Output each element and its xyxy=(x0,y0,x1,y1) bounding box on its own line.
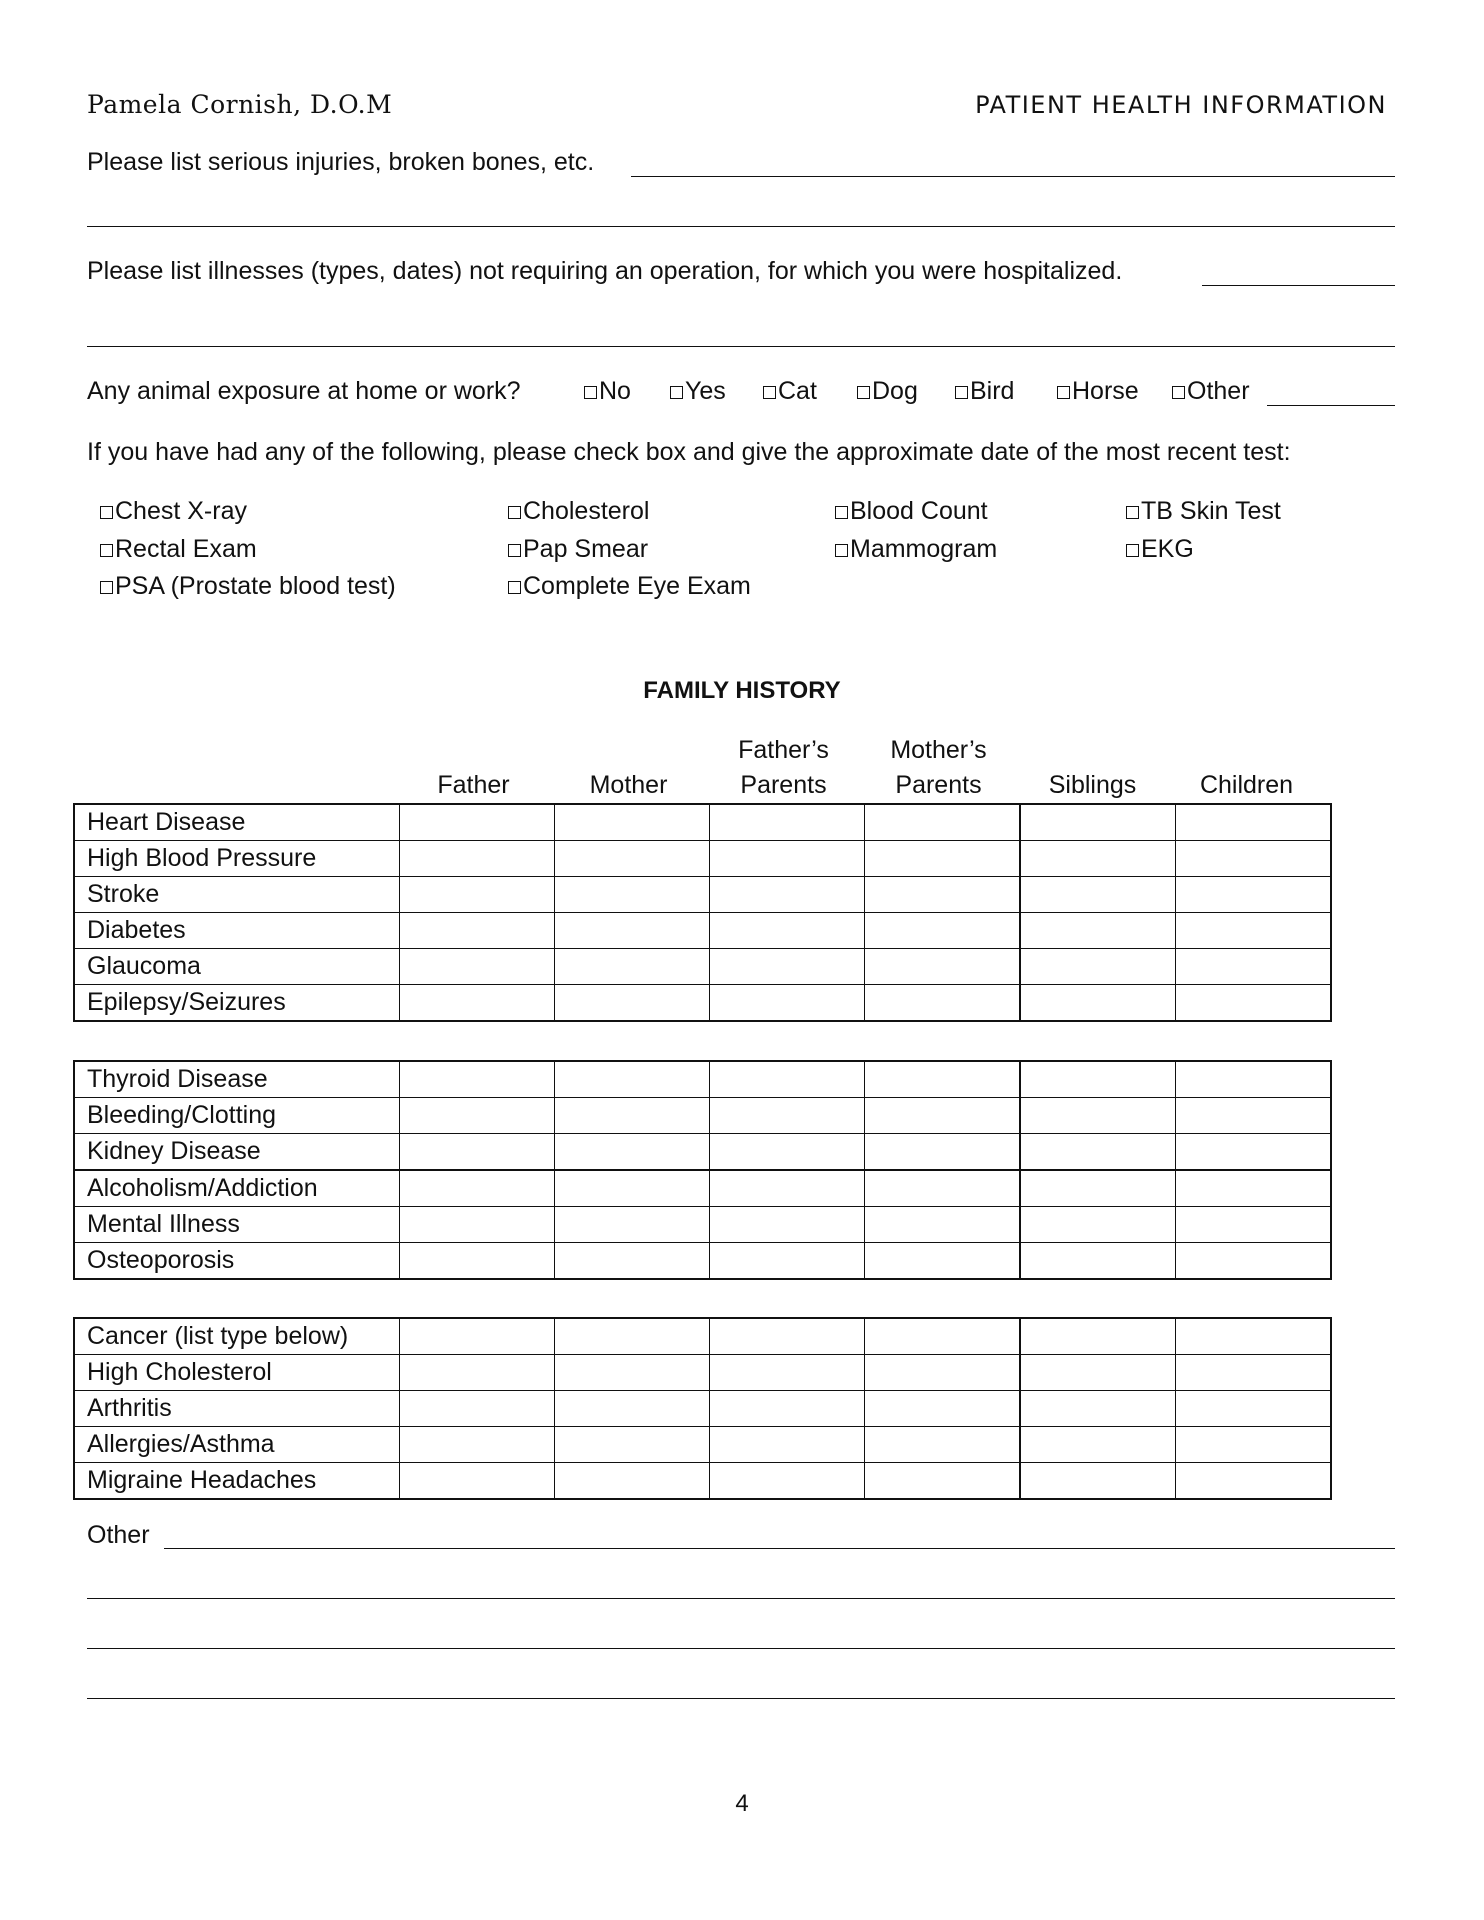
checkbox-icon[interactable] xyxy=(763,386,776,399)
checkbox-icon[interactable] xyxy=(835,544,848,557)
condition-label: High Cholesterol xyxy=(74,1355,400,1391)
cell-mother[interactable] xyxy=(555,1355,710,1391)
cell-siblings[interactable] xyxy=(1020,1170,1176,1207)
cell-children[interactable] xyxy=(1176,1463,1332,1500)
cell-father[interactable] xyxy=(400,1170,555,1207)
cell-siblings[interactable] xyxy=(1020,985,1176,1022)
cell-mothers-parents[interactable] xyxy=(865,949,1021,985)
cell-mother[interactable] xyxy=(555,1207,710,1243)
cell-father[interactable] xyxy=(400,841,555,877)
injuries-answer-line-1[interactable] xyxy=(631,176,1395,177)
cell-mothers-parents[interactable] xyxy=(865,804,1021,841)
page-number: 4 xyxy=(735,1790,749,1817)
condition-label: Alcoholism/Addiction xyxy=(74,1170,400,1207)
test-mammogram[interactable]: Mammogram xyxy=(835,537,997,562)
cell-fathers-parents[interactable] xyxy=(710,1391,865,1427)
cell-father[interactable] xyxy=(400,804,555,841)
cell-father[interactable] xyxy=(400,1391,555,1427)
condition-label: High Blood Pressure xyxy=(74,841,400,877)
cell-father[interactable] xyxy=(400,913,555,949)
cell-father[interactable] xyxy=(400,1355,555,1391)
condition-label: Glaucoma xyxy=(74,949,400,985)
cell-siblings[interactable] xyxy=(1020,841,1176,877)
cell-fathers-parents[interactable] xyxy=(710,1427,865,1463)
cell-children[interactable] xyxy=(1176,913,1332,949)
cell-mother[interactable] xyxy=(555,1463,710,1500)
family-history-row xyxy=(74,1098,1331,1134)
cell-mother[interactable] xyxy=(555,1243,710,1280)
cell-children[interactable] xyxy=(1176,1061,1332,1098)
checkbox-icon[interactable] xyxy=(1126,544,1139,557)
cell-siblings[interactable] xyxy=(1020,1134,1176,1171)
cell-mother[interactable] xyxy=(555,1098,710,1134)
cell-mothers-parents[interactable] xyxy=(865,1427,1021,1463)
cell-fathers-parents[interactable] xyxy=(710,1098,865,1134)
column-header-fathers-parents: Father’s Parents xyxy=(738,736,829,799)
cell-mother[interactable] xyxy=(555,949,710,985)
animal-option-horse[interactable]: Horse xyxy=(1057,379,1139,404)
cell-mother[interactable] xyxy=(555,877,710,913)
cell-children[interactable] xyxy=(1176,1243,1332,1280)
cell-children[interactable] xyxy=(1176,804,1332,841)
cell-mothers-parents[interactable] xyxy=(865,1061,1021,1098)
cell-children[interactable] xyxy=(1176,1098,1332,1134)
checkbox-icon[interactable] xyxy=(1057,386,1070,399)
cell-children[interactable] xyxy=(1176,841,1332,877)
cell-fathers-parents[interactable] xyxy=(710,1061,865,1098)
cell-mothers-parents[interactable] xyxy=(865,841,1021,877)
family-history-table-3 xyxy=(73,1317,1332,1500)
condition-label: Thyroid Disease xyxy=(74,1061,400,1098)
cell-fathers-parents[interactable] xyxy=(710,1170,865,1207)
cell-children[interactable] xyxy=(1176,1427,1332,1463)
condition-label: Osteoporosis xyxy=(74,1243,400,1280)
test-cholesterol[interactable]: Cholesterol xyxy=(508,499,649,524)
family-history-row xyxy=(74,1061,1331,1098)
checkbox-icon[interactable] xyxy=(508,581,521,594)
cell-siblings[interactable] xyxy=(1020,1207,1176,1243)
animal-option-dog[interactable]: Dog xyxy=(857,379,918,404)
cell-fathers-parents[interactable] xyxy=(710,1463,865,1500)
tests-instruction: If you have had any of the following, please check box and give the approximate date of the most recent test: xyxy=(87,438,1291,466)
cell-father[interactable] xyxy=(400,1427,555,1463)
checkbox-icon[interactable] xyxy=(508,506,521,519)
family-history-row xyxy=(74,1318,1331,1355)
family-history-table-2 xyxy=(73,1060,1332,1280)
cell-fathers-parents[interactable] xyxy=(710,804,865,841)
cell-siblings[interactable] xyxy=(1020,1355,1176,1391)
animal-option-bird[interactable]: Bird xyxy=(955,379,1014,404)
checkbox-icon[interactable] xyxy=(835,506,848,519)
cell-mother[interactable] xyxy=(555,1391,710,1427)
condition-label: Stroke xyxy=(74,877,400,913)
column-header-mothers-parents: Mother’s Parents xyxy=(890,736,987,799)
checkbox-icon[interactable] xyxy=(100,506,113,519)
checkbox-icon[interactable] xyxy=(1126,506,1139,519)
cell-mother[interactable] xyxy=(555,841,710,877)
checkbox-icon[interactable] xyxy=(857,386,870,399)
cell-father[interactable] xyxy=(400,1061,555,1098)
cell-father[interactable] xyxy=(400,1098,555,1134)
animal-option-cat[interactable]: Cat xyxy=(763,379,817,404)
family-history-row xyxy=(74,1355,1331,1391)
cell-siblings[interactable] xyxy=(1020,1427,1176,1463)
family-history-row xyxy=(74,804,1331,841)
test-chest-xray[interactable]: Chest X-ray xyxy=(100,499,247,524)
animal-option-other[interactable]: Other xyxy=(1172,379,1250,404)
cell-mothers-parents[interactable] xyxy=(865,1170,1021,1207)
family-history-row xyxy=(74,841,1331,877)
cell-mothers-parents[interactable] xyxy=(865,985,1021,1022)
family-history-row xyxy=(74,913,1331,949)
test-psa[interactable]: PSA (Prostate blood test) xyxy=(100,574,396,599)
cell-siblings[interactable] xyxy=(1020,804,1176,841)
condition-label: Cancer (list type below) xyxy=(74,1318,400,1355)
test-tb-skin[interactable]: TB Skin Test xyxy=(1126,499,1281,524)
family-history-table-1 xyxy=(73,803,1332,1022)
cell-children[interactable] xyxy=(1176,1170,1332,1207)
cell-mothers-parents[interactable] xyxy=(865,1134,1021,1171)
family-history-row xyxy=(74,1170,1331,1207)
checkbox-icon[interactable] xyxy=(100,544,113,557)
column-header-mother: Mother xyxy=(589,771,668,799)
test-blood-count[interactable]: Blood Count xyxy=(835,499,988,524)
cell-siblings[interactable] xyxy=(1020,913,1176,949)
cell-mother[interactable] xyxy=(555,1134,710,1171)
checkbox-icon[interactable] xyxy=(670,386,683,399)
illnesses-answer-line-2[interactable] xyxy=(87,346,1395,347)
practitioner-name: Pamela Cornish, D.O.M xyxy=(87,90,393,119)
test-rectal-exam[interactable]: Rectal Exam xyxy=(100,537,257,562)
cell-mothers-parents[interactable] xyxy=(865,1355,1021,1391)
condition-label: Allergies/Asthma xyxy=(74,1427,400,1463)
other-answer-line-2[interactable] xyxy=(87,1598,1395,1599)
cell-mother[interactable] xyxy=(555,1061,710,1098)
condition-label: Diabetes xyxy=(74,913,400,949)
column-header-children: Children xyxy=(1199,771,1294,799)
family-history-row xyxy=(74,1207,1331,1243)
cell-children[interactable] xyxy=(1176,949,1332,985)
cell-father[interactable] xyxy=(400,877,555,913)
checkbox-icon[interactable] xyxy=(955,386,968,399)
cell-mothers-parents[interactable] xyxy=(865,1318,1021,1355)
cell-mother[interactable] xyxy=(555,985,710,1022)
cell-fathers-parents[interactable] xyxy=(710,877,865,913)
other-answer-line-1[interactable] xyxy=(164,1548,1395,1549)
family-history-row xyxy=(74,1134,1331,1171)
cell-siblings[interactable] xyxy=(1020,1243,1176,1280)
condition-label: Migraine Headaches xyxy=(74,1463,400,1500)
condition-label: Mental Illness xyxy=(74,1207,400,1243)
cell-fathers-parents[interactable] xyxy=(710,949,865,985)
cell-fathers-parents[interactable] xyxy=(710,985,865,1022)
cell-mother[interactable] xyxy=(555,1170,710,1207)
column-header-father: Father xyxy=(437,771,510,799)
condition-label: Arthritis xyxy=(74,1391,400,1427)
cell-mothers-parents[interactable] xyxy=(865,877,1021,913)
cell-fathers-parents[interactable] xyxy=(710,841,865,877)
test-complete-eye-exam[interactable]: Complete Eye Exam xyxy=(508,574,751,599)
cell-mothers-parents[interactable] xyxy=(865,1207,1021,1243)
cell-siblings[interactable] xyxy=(1020,877,1176,913)
cell-father[interactable] xyxy=(400,985,555,1022)
injuries-question: Please list serious injuries, broken bones, etc. xyxy=(87,148,595,176)
animal-option-yes[interactable]: Yes xyxy=(670,379,726,404)
family-history-row xyxy=(74,985,1331,1022)
animal-option-no[interactable]: No xyxy=(584,379,631,404)
condition-label: Kidney Disease xyxy=(74,1134,400,1171)
cell-mothers-parents[interactable] xyxy=(865,1463,1021,1500)
cell-fathers-parents[interactable] xyxy=(710,1318,865,1355)
cell-children[interactable] xyxy=(1176,1207,1332,1243)
cell-father[interactable] xyxy=(400,1318,555,1355)
form-title: PATIENT HEALTH INFORMATION xyxy=(975,91,1387,119)
cell-siblings[interactable] xyxy=(1020,949,1176,985)
cell-fathers-parents[interactable] xyxy=(710,1243,865,1280)
cell-father[interactable] xyxy=(400,1243,555,1280)
cell-children[interactable] xyxy=(1176,985,1332,1022)
checkbox-icon[interactable] xyxy=(1172,386,1185,399)
cell-mothers-parents[interactable] xyxy=(865,1243,1021,1280)
family-history-row xyxy=(74,1243,1331,1280)
cell-children[interactable] xyxy=(1176,877,1332,913)
family-history-row xyxy=(74,1391,1331,1427)
cell-fathers-parents[interactable] xyxy=(710,913,865,949)
cell-father[interactable] xyxy=(400,1463,555,1500)
family-history-row xyxy=(74,1427,1331,1463)
illnesses-answer-line-1[interactable] xyxy=(1202,285,1395,286)
cell-fathers-parents[interactable] xyxy=(710,1134,865,1171)
animal-exposure-question: Any animal exposure at home or work? xyxy=(87,377,521,405)
cell-mothers-parents[interactable] xyxy=(865,1391,1021,1427)
cell-fathers-parents[interactable] xyxy=(710,1355,865,1391)
test-ekg[interactable]: EKG xyxy=(1126,537,1194,562)
cell-children[interactable] xyxy=(1176,1134,1332,1171)
illnesses-question: Please list illnesses (types, dates) not requiring an operation, for which you were hospitalized. xyxy=(87,257,1123,285)
cell-mother[interactable] xyxy=(555,1427,710,1463)
checkbox-icon[interactable] xyxy=(508,544,521,557)
cell-mother[interactable] xyxy=(555,804,710,841)
checkbox-icon[interactable] xyxy=(584,386,597,399)
cell-siblings[interactable] xyxy=(1020,1098,1176,1134)
cell-children[interactable] xyxy=(1176,1391,1332,1427)
checkbox-icon[interactable] xyxy=(100,581,113,594)
cell-siblings[interactable] xyxy=(1020,1318,1176,1355)
other-answer-line-3[interactable] xyxy=(87,1648,1395,1649)
cell-father[interactable] xyxy=(400,1207,555,1243)
cell-fathers-parents[interactable] xyxy=(710,1207,865,1243)
cell-siblings[interactable] xyxy=(1020,1463,1176,1500)
other-answer-line-4[interactable] xyxy=(87,1698,1395,1699)
cell-mother[interactable] xyxy=(555,1318,710,1355)
cell-siblings[interactable] xyxy=(1020,1061,1176,1098)
condition-label: Bleeding/Clotting xyxy=(74,1098,400,1134)
cell-father[interactable] xyxy=(400,949,555,985)
cell-mother[interactable] xyxy=(555,913,710,949)
family-history-row xyxy=(74,877,1331,913)
injuries-answer-line-2[interactable] xyxy=(87,226,1395,227)
column-header-siblings: Siblings xyxy=(1048,771,1137,799)
condition-label: Heart Disease xyxy=(74,804,400,841)
family-history-row xyxy=(74,1463,1331,1500)
cell-siblings[interactable] xyxy=(1020,1391,1176,1427)
condition-label: Epilepsy/Seizures xyxy=(74,985,400,1022)
family-history-row xyxy=(74,949,1331,985)
cell-mothers-parents[interactable] xyxy=(865,1098,1021,1134)
cell-mothers-parents[interactable] xyxy=(865,913,1021,949)
cell-father[interactable] xyxy=(400,1134,555,1171)
cell-children[interactable] xyxy=(1176,1318,1332,1355)
cell-children[interactable] xyxy=(1176,1355,1332,1391)
other-conditions-label: Other xyxy=(87,1521,150,1549)
test-pap-smear[interactable]: Pap Smear xyxy=(508,537,648,562)
family-history-title: FAMILY HISTORY xyxy=(643,677,841,704)
animal-other-answer-line[interactable] xyxy=(1267,405,1395,406)
